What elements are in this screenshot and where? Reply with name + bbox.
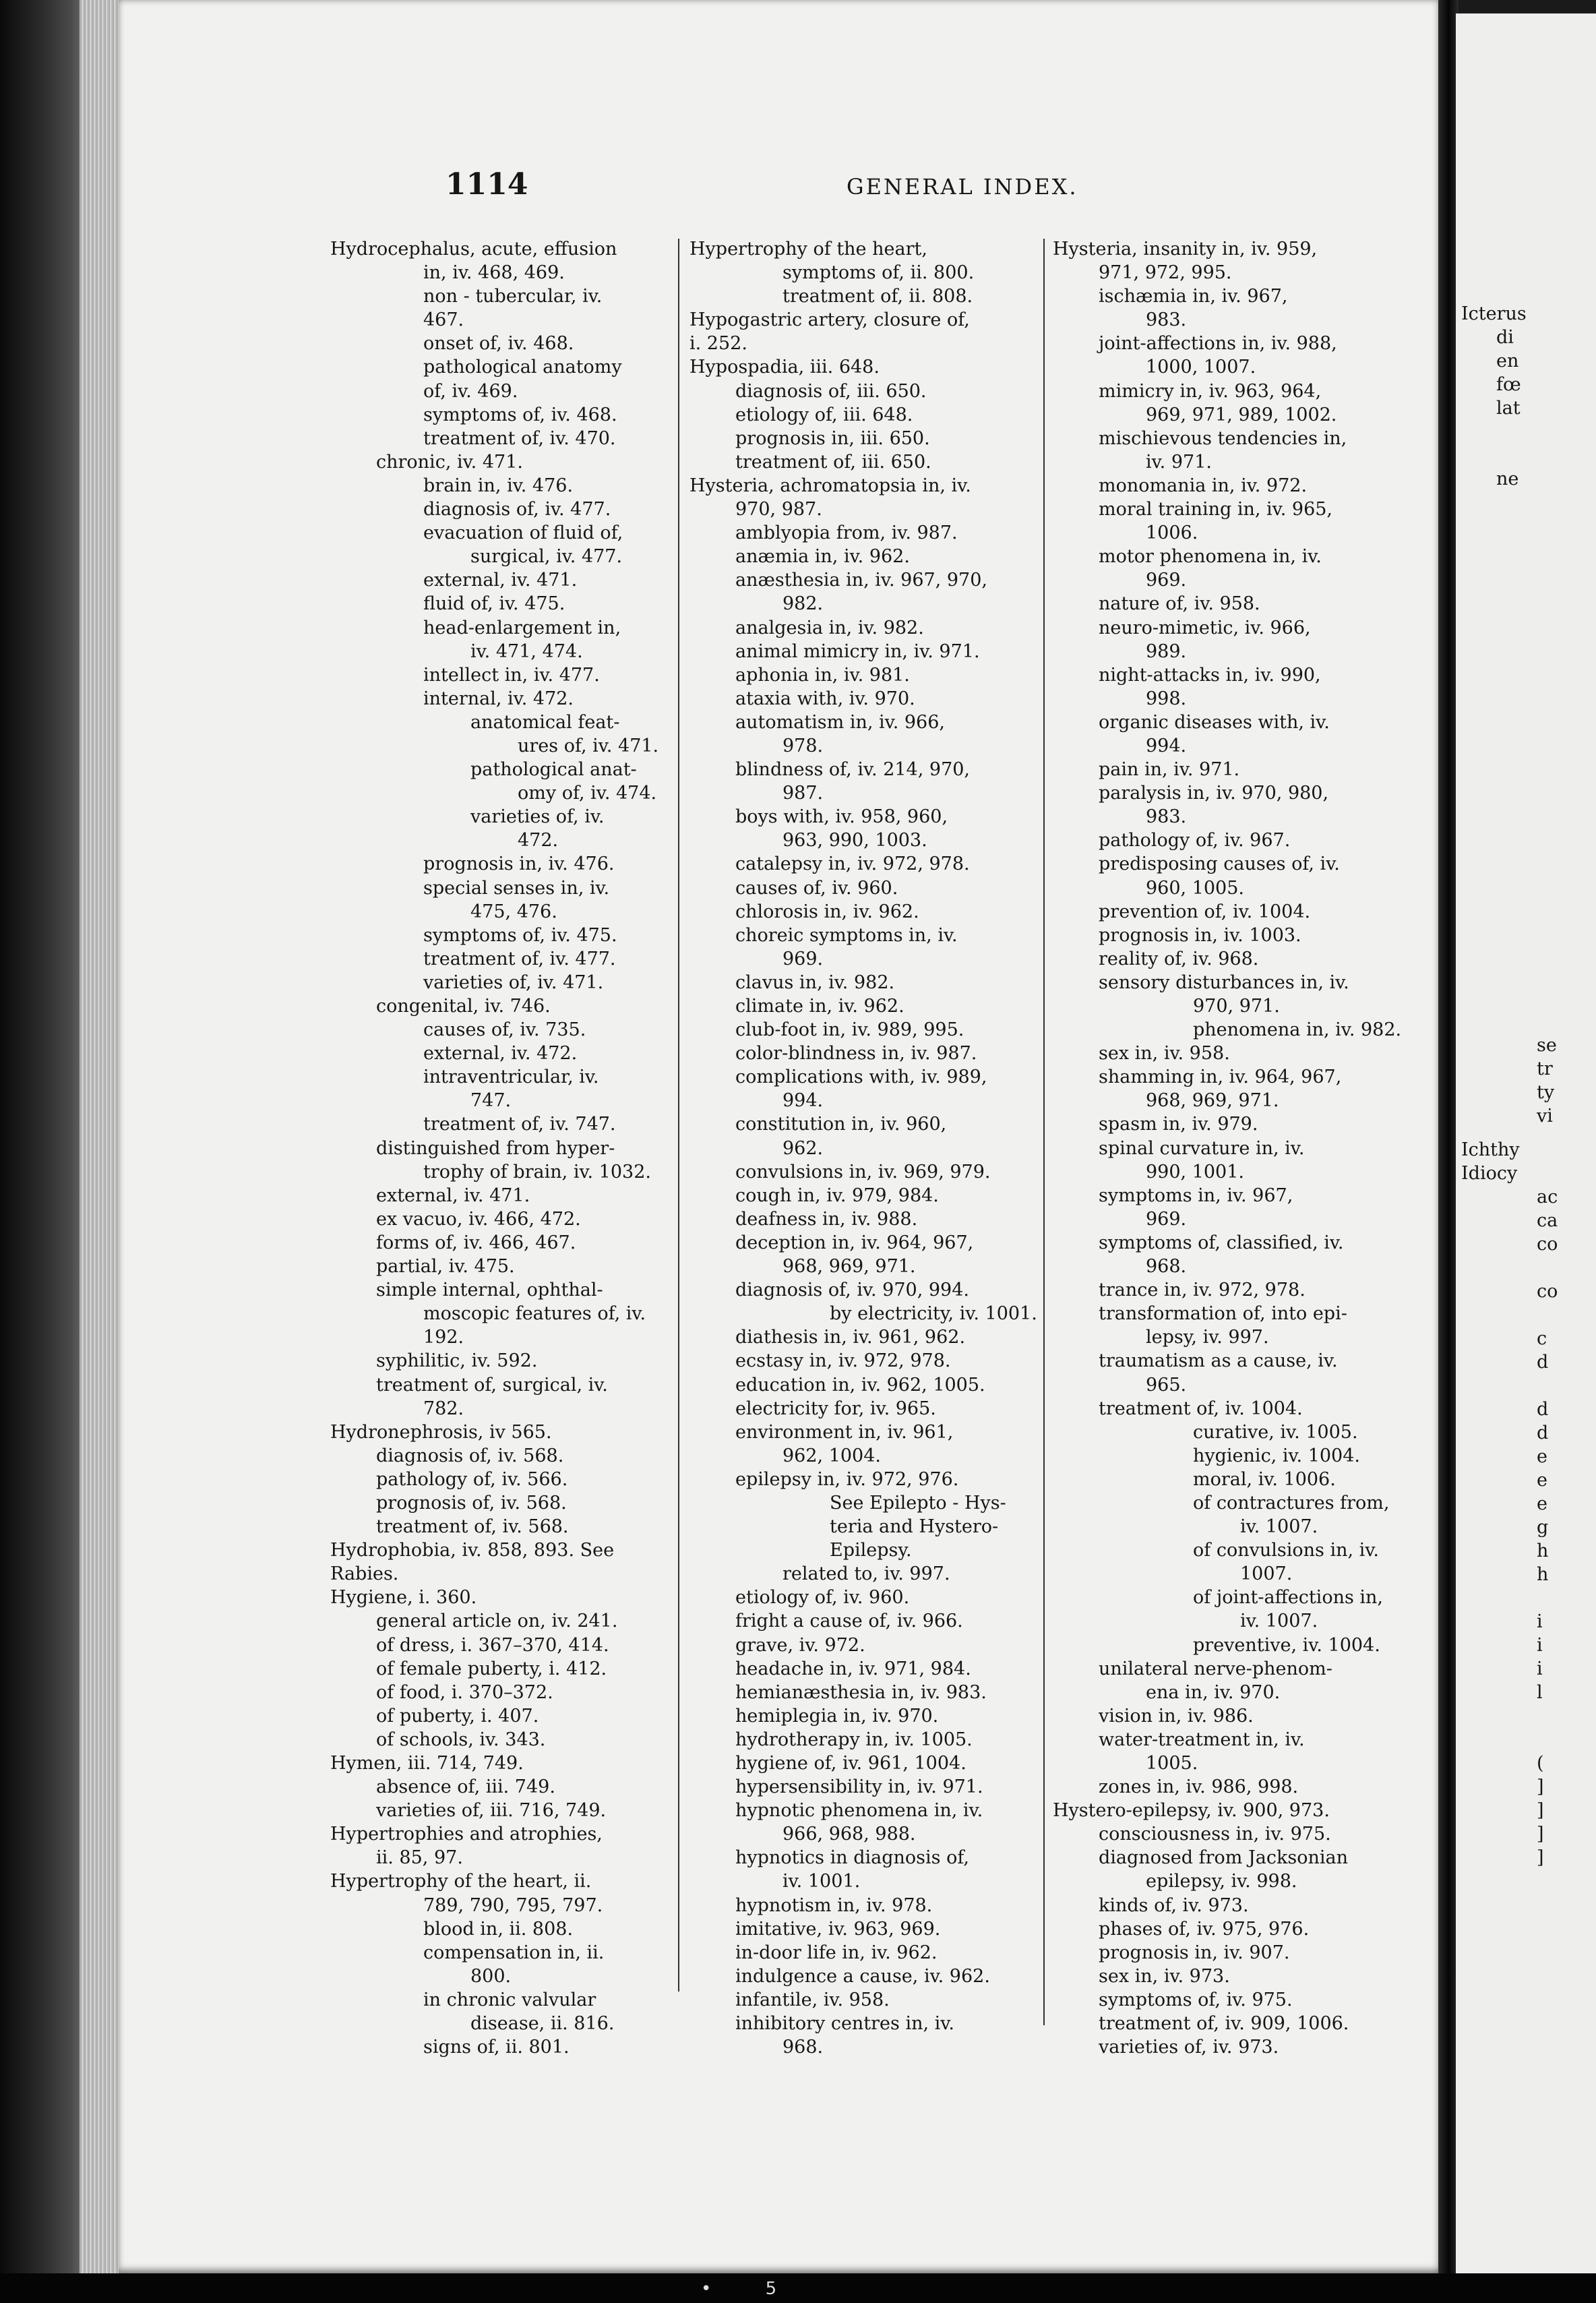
index-subentry: paralysis in, iv. 970, 980, <box>1099 783 1329 804</box>
index-subentry: 969. <box>1146 1208 1187 1230</box>
index-subentry: neuro-mimetic, iv. 966, <box>1099 617 1311 638</box>
index-heading-entry: Hypertrophy of the heart, ii. <box>330 1871 592 1892</box>
facing-page-text-fragment: d <box>1537 1399 1549 1420</box>
index-subentry: trophy of brain, iv. 1032. <box>423 1161 651 1183</box>
index-subentry: sensory disturbances in, iv. <box>1099 971 1349 993</box>
index-subentry: 968. <box>1146 1256 1187 1278</box>
facing-page-text-fragment: ca <box>1537 1210 1558 1231</box>
index-column-3 <box>1053 237 1410 2059</box>
index-subentry: animal mimicry in, iv. 971. <box>735 640 980 662</box>
facing-page-text-fragment: fœ <box>1496 374 1521 395</box>
index-subentry: 968. <box>782 2037 824 2058</box>
index-subentry: 968, 969, 971. <box>782 1256 916 1278</box>
facing-page-text-fragment: e <box>1537 1493 1547 1514</box>
index-subentry: automatism in, iv. 966, <box>735 711 945 733</box>
facing-page-text-fragment: i <box>1537 1611 1543 1632</box>
index-subentry: 1006. <box>1146 522 1198 544</box>
facing-page-text-fragment: h <box>1537 1541 1549 1561</box>
index-subentry: 994. <box>782 1090 824 1112</box>
index-subentry: night-attacks in, iv. 990, <box>1099 664 1321 686</box>
index-subentry: moscopic features of, iv. <box>423 1303 646 1325</box>
index-subentry: varieties of, iv. <box>470 806 605 828</box>
index-subentry: 1005. <box>1146 1753 1198 1774</box>
index-subentry: hemiplegia in, iv. 970. <box>735 1705 939 1727</box>
index-subentry: moral, iv. 1006. <box>1193 1468 1336 1490</box>
index-subentry: anæmia in, iv. 962. <box>735 546 910 568</box>
index-subentry: external, iv. 471. <box>423 570 578 591</box>
index-subentry: ii. 85, 97. <box>376 1847 463 1869</box>
facing-page-text-fragment: c <box>1537 1328 1547 1349</box>
index-subentry: treatment of, iii. 650. <box>735 451 931 473</box>
index-subentry: causes of, iv. 735. <box>423 1019 586 1041</box>
index-subentry: sex in, iv. 958. <box>1099 1043 1230 1065</box>
index-subentry: ex vacuo, iv. 466, 472. <box>376 1208 581 1230</box>
index-heading-entry: Hypertrophy of the heart, <box>689 239 927 260</box>
facing-page-text-fragment: Idiocy <box>1461 1163 1518 1184</box>
index-subentry: chlorosis in, iv. 962. <box>735 901 919 922</box>
index-subentry: hydrotherapy in, iv. 1005. <box>735 1729 973 1750</box>
index-subentry: 990, 1001. <box>1146 1161 1244 1183</box>
facing-page-text-fragment: se <box>1537 1035 1557 1056</box>
index-subentry: symptoms of, iv. 975. <box>1099 1989 1293 2010</box>
column-rule <box>1043 239 1045 2025</box>
index-subentry: special senses in, iv. <box>423 877 610 899</box>
index-subentry: See Epilepto - Hys- <box>830 1492 1006 1514</box>
index-subentry: joint-affections in, iv. 988, <box>1099 333 1337 355</box>
index-subentry: blindness of, iv. 214, 970, <box>735 759 971 781</box>
index-subentry: symptoms of, ii. 800. <box>782 262 975 284</box>
facing-page-text-fragment: vi <box>1537 1106 1553 1127</box>
index-subentry: diagnosed from Jacksonian <box>1099 1847 1349 1869</box>
facing-page-text-fragment: l <box>1537 1682 1543 1703</box>
index-subentry: general article on, iv. 241. <box>376 1611 618 1632</box>
index-subentry: head-enlargement in, <box>423 617 621 638</box>
index-subentry: 978. <box>782 735 824 756</box>
index-subentry: cough in, iv. 979, 984. <box>735 1185 939 1206</box>
index-subentry: iv. 971. <box>1146 451 1212 473</box>
index-subentry: epilepsy, iv. 998. <box>1146 1871 1297 1892</box>
index-subentry: in-door life in, iv. 962. <box>735 1942 938 1963</box>
facing-page-text-fragment: ] <box>1537 1847 1544 1868</box>
index-subentry: 969. <box>1146 570 1187 591</box>
index-heading-entry: Hypospadia, iii. 648. <box>689 357 880 378</box>
index-subentry: fluid of, iv. 475. <box>423 593 565 615</box>
index-subentry: etiology of, iii. 648. <box>735 404 913 425</box>
index-subentry: 800. <box>470 1965 512 1987</box>
facing-page-fragment <box>1456 13 1596 2303</box>
index-subentry: hygiene of, iv. 961, 1004. <box>735 1753 966 1774</box>
index-subentry: amblyopia from, iv. 987. <box>735 522 958 544</box>
index-subentry: indulgence a cause, iv. 962. <box>735 1965 990 1987</box>
scan-margin-marks: • 5 <box>701 2279 801 2299</box>
facing-page-text-fragment: ] <box>1537 1776 1544 1797</box>
index-subentry: onset of, iv. 468. <box>423 333 574 355</box>
index-subentry: deception in, iv. 964, 967, <box>735 1232 974 1253</box>
index-subentry: choreic symptoms in, iv. <box>735 924 958 946</box>
index-subentry: trance in, iv. 972, 978. <box>1099 1280 1306 1301</box>
index-subentry: boys with, iv. 958, 960, <box>735 806 948 828</box>
index-subentry: varieties of, iii. 716, 749. <box>376 1800 607 1822</box>
index-subentry: diagnosis of, iv. 970, 994. <box>735 1280 969 1301</box>
facing-page-text-fragment: co <box>1537 1281 1558 1302</box>
index-subentry: 989. <box>1146 640 1187 662</box>
index-subentry: of puberty, i. 407. <box>376 1705 539 1727</box>
index-subentry: anæsthesia in, iv. 967, 970, <box>735 570 987 591</box>
index-subentry: hypnotics in diagnosis of, <box>735 1847 969 1869</box>
index-subentry: 966, 968, 988. <box>782 1824 916 1845</box>
index-subentry: 968, 969, 971. <box>1146 1090 1279 1112</box>
index-subentry: 998. <box>1146 688 1187 709</box>
index-subentry: signs of, ii. 801. <box>423 2037 570 2058</box>
index-subentry: in chronic valvular <box>423 1989 596 2010</box>
index-subentry: unilateral nerve-phenom- <box>1099 1658 1332 1679</box>
index-subentry: congenital, iv. 746. <box>376 996 551 1017</box>
index-heading-entry: Hygiene, i. 360. <box>330 1587 477 1609</box>
index-subentry: syphilitic, iv. 592. <box>376 1350 538 1372</box>
index-subentry: 983. <box>1146 806 1187 828</box>
facing-page-text-fragment: tr <box>1537 1058 1553 1079</box>
facing-page-text-fragment: co <box>1537 1234 1558 1255</box>
index-subentry: ecstasy in, iv. 972, 978. <box>735 1350 951 1372</box>
index-subentry: spinal curvature in, iv. <box>1099 1137 1305 1159</box>
index-subentry: treatment of, ii. 808. <box>782 286 973 307</box>
facing-page-text-fragment: ty <box>1537 1082 1555 1103</box>
index-heading-entry: i. 252. <box>689 333 747 355</box>
index-subentry: treatment of, iv. 1004. <box>1099 1398 1303 1419</box>
index-subentry: of convulsions in, iv. <box>1193 1540 1379 1561</box>
index-subentry: simple internal, ophthal- <box>376 1280 603 1301</box>
index-subentry: monomania in, iv. 972. <box>1099 475 1308 496</box>
index-subentry: teria and Hystero- <box>830 1516 999 1538</box>
index-subentry: imitative, iv. 963, 969. <box>735 1918 941 1940</box>
index-subentry: internal, iv. 472. <box>423 688 574 709</box>
index-subentry: kinds of, iv. 973. <box>1099 1894 1249 1916</box>
index-subentry: etiology of, iv. 960. <box>735 1587 910 1609</box>
index-subentry: 962. <box>782 1137 824 1159</box>
index-column-1 <box>330 237 687 2059</box>
index-subentry: intellect in, iv. 477. <box>423 664 600 686</box>
index-subentry: traumatism as a cause, iv. <box>1099 1350 1338 1372</box>
index-subentry: pathological anat- <box>470 759 637 781</box>
facing-page-text-fragment: Ichthy <box>1461 1139 1520 1160</box>
index-subentry: infantile, iv. 958. <box>735 1989 890 2010</box>
index-subentry: sex in, iv. 973. <box>1099 1965 1230 1987</box>
index-subentry: treatment of, iv. 909, 1006. <box>1099 2013 1349 2035</box>
index-heading-entry: Hystero-epilepsy, iv. 900, 973. <box>1053 1800 1330 1822</box>
index-subentry: prevention of, iv. 1004. <box>1099 901 1311 922</box>
index-subentry: surgical, iv. 477. <box>470 546 623 568</box>
index-subentry: absence of, iii. 749. <box>376 1776 555 1798</box>
index-subentry: 994. <box>1146 735 1187 756</box>
index-subentry: partial, iv. 475. <box>376 1256 515 1278</box>
facing-page-text-fragment: ] <box>1537 1824 1544 1845</box>
index-subentry: 472. <box>518 830 559 851</box>
index-subentry: preventive, iv. 1004. <box>1193 1634 1380 1656</box>
index-subentry: prognosis in, iv. 476. <box>423 854 615 875</box>
index-heading-entry: Hysteria, insanity in, iv. 959, <box>1053 239 1318 260</box>
index-subentry: diagnosis of, iii. 650. <box>735 380 927 402</box>
index-subentry: 965. <box>1146 1374 1187 1396</box>
index-subentry: predisposing causes of, iv. <box>1099 854 1340 875</box>
index-column-2 <box>689 237 1047 2059</box>
index-subentry: 1007. <box>1240 1563 1293 1585</box>
index-subentry: 983. <box>1146 309 1187 331</box>
index-subentry: of female puberty, i. 412. <box>376 1658 607 1679</box>
index-subentry: 1000, 1007. <box>1146 357 1256 378</box>
index-subentry: 782. <box>423 1398 464 1419</box>
index-subentry: of joint-affections in, <box>1193 1587 1384 1609</box>
index-subentry: 789, 790, 795, 797. <box>423 1894 603 1916</box>
index-subentry: inhibitory centres in, iv. <box>735 2013 954 2035</box>
index-subentry: 971, 972, 995. <box>1099 262 1232 284</box>
index-subentry: 982. <box>782 593 824 615</box>
index-subentry: by electricity, iv. 1001. <box>830 1303 1037 1325</box>
index-subentry: disease, ii. 816. <box>470 2013 615 2035</box>
index-subentry: treatment of, iv. 470. <box>423 427 616 449</box>
index-subentry: external, iv. 471. <box>376 1185 530 1206</box>
index-subentry: 962, 1004. <box>782 1445 881 1466</box>
index-subentry: blood in, ii. 808. <box>423 1918 574 1940</box>
index-subentry: of dress, i. 367–370, 414. <box>376 1634 609 1656</box>
index-subentry: 987. <box>782 783 824 804</box>
index-subentry: brain in, iv. 476. <box>423 475 574 496</box>
facing-page-text-fragment: ] <box>1537 1800 1544 1821</box>
index-subentry: 969, 971, 989, 1002. <box>1146 404 1337 425</box>
facing-page-text-fragment: e <box>1537 1446 1547 1467</box>
index-subentry: curative, iv. 1005. <box>1193 1421 1358 1443</box>
index-subentry: treatment of, iv. 568. <box>376 1516 569 1538</box>
index-heading-entry: Hysteria, achromatopsia in, iv. <box>689 475 971 496</box>
index-subentry: phases of, iv. 975, 976. <box>1099 1918 1310 1940</box>
index-subentry: mischievous tendencies in, <box>1099 427 1347 449</box>
index-subentry: pathology of, iv. 967. <box>1099 830 1291 851</box>
index-subentry: electricity for, iv. 965. <box>735 1398 936 1419</box>
index-subentry: 475, 476. <box>470 901 557 922</box>
index-subentry: pain in, iv. 971. <box>1099 759 1240 781</box>
index-subentry: external, iv. 472. <box>423 1043 578 1065</box>
facing-page-text-fragment: Icterus <box>1461 303 1527 324</box>
index-subentry: shamming in, iv. 964, 967, <box>1099 1067 1342 1088</box>
index-subentry: 970, 971. <box>1193 996 1280 1017</box>
index-subentry: education in, iv. 962, 1005. <box>735 1374 985 1396</box>
index-subentry: consciousness in, iv. 975. <box>1099 1824 1331 1845</box>
index-subentry: ena in, iv. 970. <box>1146 1681 1281 1703</box>
index-subentry: symptoms in, iv. 967, <box>1099 1185 1293 1206</box>
index-subentry: color-blindness in, iv. 987. <box>735 1043 977 1065</box>
facing-page-text-fragment: e <box>1537 1470 1547 1491</box>
index-subentry: treatment of, surgical, iv. <box>376 1374 608 1396</box>
page-number: 1114 <box>446 167 528 202</box>
index-subentry: 963, 990, 1003. <box>782 830 927 851</box>
index-subentry: prognosis in, iii. 650. <box>735 427 930 449</box>
index-subentry: diathesis in, iv. 961, 962. <box>735 1327 966 1348</box>
index-subentry: compensation in, ii. <box>423 1942 605 1963</box>
facing-page-text-fragment: en <box>1496 351 1519 371</box>
index-subentry: complications with, iv. 989, <box>735 1067 987 1088</box>
index-heading-entry: Hypertrophies and atrophies, <box>330 1824 603 1845</box>
index-subentry: varieties of, iv. 973. <box>1099 2037 1279 2058</box>
index-subentry: fright a cause of, iv. 966. <box>735 1611 963 1632</box>
index-subentry: non - tubercular, iv. <box>423 286 603 307</box>
index-subentry: 192. <box>423 1327 464 1348</box>
index-subentry: prognosis in, iv. 907. <box>1099 1942 1290 1963</box>
index-subentry: pathological anatomy <box>423 357 622 378</box>
index-subentry: iv. 1007. <box>1240 1516 1318 1538</box>
index-subentry: symptoms of, iv. 475. <box>423 924 617 946</box>
index-subentry: phenomena in, iv. 982. <box>1193 1019 1402 1041</box>
index-subentry: ischæmia in, iv. 967, <box>1099 286 1288 307</box>
facing-page-text-fragment: g <box>1537 1517 1549 1538</box>
index-subentry: climate in, iv. 962. <box>735 996 904 1017</box>
facing-page-text-fragment: h <box>1537 1564 1549 1585</box>
index-subentry: 467. <box>423 309 464 331</box>
index-subentry: hypnotic phenomena in, iv. <box>735 1800 983 1822</box>
index-heading-entry: Hydrocephalus, acute, effusion <box>330 239 617 260</box>
index-subentry: convulsions in, iv. 969, 979. <box>735 1161 991 1183</box>
index-subentry: Epilepsy. <box>830 1540 912 1561</box>
facing-page-text-fragment: d <box>1537 1423 1549 1443</box>
index-subentry: forms of, iv. 466, 467. <box>376 1232 576 1253</box>
index-subentry: analgesia in, iv. 982. <box>735 617 924 638</box>
index-subentry: lepsy, iv. 997. <box>1146 1327 1269 1348</box>
column-rule <box>678 239 679 1992</box>
index-subentry: mimicry in, iv. 963, 964, <box>1099 380 1322 402</box>
index-subentry: chronic, iv. 471. <box>376 451 523 473</box>
index-subentry: 969. <box>782 948 824 969</box>
facing-page-text-fragment: ne <box>1496 469 1519 489</box>
index-subentry: prognosis of, iv. 568. <box>376 1492 567 1514</box>
facing-page-text-fragment: ac <box>1537 1187 1558 1207</box>
index-subentry: prognosis in, iv. 1003. <box>1099 924 1301 946</box>
index-subentry: motor phenomena in, iv. <box>1099 546 1322 568</box>
index-subentry: reality of, iv. 968. <box>1099 948 1259 969</box>
index-subentry: related to, iv. 997. <box>782 1563 950 1585</box>
index-subentry: water-treatment in, iv. <box>1099 1729 1305 1750</box>
running-head: GENERAL INDEX. <box>847 174 1078 200</box>
index-heading-entry: Rabies. <box>330 1563 399 1585</box>
index-subentry: of, iv. 469. <box>423 380 518 402</box>
index-heading-entry: Hypogastric artery, closure of, <box>689 309 970 331</box>
index-subentry: club-foot in, iv. 989, 995. <box>735 1019 964 1041</box>
index-subentry: clavus in, iv. 982. <box>735 971 895 993</box>
facing-page-text-fragment: i <box>1537 1658 1543 1679</box>
index-subentry: evacuation of fluid of, <box>423 522 623 544</box>
index-subentry: iv. 471, 474. <box>470 640 583 662</box>
index-subentry: vision in, iv. 986. <box>1099 1705 1254 1727</box>
index-subentry: nature of, iv. 958. <box>1099 593 1260 615</box>
index-subentry: ures of, iv. 471. <box>518 735 659 756</box>
index-subentry: treatment of, iv. 477. <box>423 948 616 969</box>
index-subentry: hypnotism in, iv. 978. <box>735 1894 933 1916</box>
index-heading-entry: Hydronephrosis, iv 565. <box>330 1421 552 1443</box>
index-subentry: diagnosis of, iv. 477. <box>423 499 611 520</box>
index-subentry: deafness in, iv. 988. <box>735 1208 918 1230</box>
index-subentry: of food, i. 370–372. <box>376 1681 553 1703</box>
index-subentry: symptoms of, iv. 468. <box>423 404 617 425</box>
index-subentry: anatomical feat- <box>470 711 620 733</box>
index-subentry: ataxia with, iv. 970. <box>735 688 915 709</box>
index-subentry: zones in, iv. 986, 998. <box>1099 1776 1299 1798</box>
index-subentry: hygienic, iv. 1004. <box>1193 1445 1360 1466</box>
index-subentry: omy of, iv. 474. <box>518 783 657 804</box>
index-subentry: moral training in, iv. 965, <box>1099 499 1333 520</box>
index-subentry: environment in, iv. 961, <box>735 1421 954 1443</box>
facing-page-text-fragment: i <box>1537 1635 1543 1656</box>
index-subentry: constitution in, iv. 960, <box>735 1114 947 1135</box>
index-subentry: epilepsy in, iv. 972, 976. <box>735 1468 959 1490</box>
index-subentry: 960, 1005. <box>1146 877 1244 899</box>
facing-page-text-fragment: ( <box>1537 1753 1544 1774</box>
index-subentry: grave, iv. 972. <box>735 1634 865 1656</box>
index-subentry: varieties of, iv. 471. <box>423 971 604 993</box>
facing-page-text-fragment: di <box>1496 327 1514 348</box>
index-subentry: aphonia in, iv. 981. <box>735 664 910 686</box>
facing-page-text-fragment: d <box>1537 1352 1549 1373</box>
index-subentry: intraventricular, iv. <box>423 1067 599 1088</box>
index-subentry: headache in, iv. 971, 984. <box>735 1658 971 1679</box>
index-subentry: diagnosis of, iv. 568. <box>376 1445 564 1466</box>
facing-page-text-fragment: lat <box>1496 398 1521 419</box>
index-subentry: iv. 1007. <box>1240 1611 1318 1632</box>
index-subentry: treatment of, iv. 747. <box>423 1114 616 1135</box>
index-subentry: hemianæsthesia in, iv. 983. <box>735 1681 987 1703</box>
page-edges <box>80 0 119 2303</box>
index-subentry: of contractures from, <box>1193 1492 1390 1514</box>
index-subentry: 970, 987. <box>735 499 822 520</box>
index-subentry: iv. 1001. <box>782 1871 861 1892</box>
index-subentry: pathology of, iv. 566. <box>376 1468 568 1490</box>
index-subentry: hypersensibility in, iv. 971. <box>735 1776 983 1798</box>
index-subentry: in, iv. 468, 469. <box>423 262 565 284</box>
index-subentry: causes of, iv. 960. <box>735 877 898 899</box>
index-heading-entry: Hydrophobia, iv. 858, 893. See <box>330 1540 615 1561</box>
index-subentry: catalepsy in, iv. 972, 978. <box>735 854 970 875</box>
index-heading-entry: Hymen, iii. 714, 749. <box>330 1753 524 1774</box>
index-subentry: organic diseases with, iv. <box>1099 711 1330 733</box>
index-subentry: spasm in, iv. 979. <box>1099 1114 1258 1135</box>
index-subentry: of schools, iv. 343. <box>376 1729 546 1750</box>
index-subentry: distinguished from hyper- <box>376 1137 615 1159</box>
index-subentry: symptoms of, classified, iv. <box>1099 1232 1344 1253</box>
index-subentry: transformation of, into epi- <box>1099 1303 1347 1325</box>
index-subentry: 747. <box>470 1090 512 1112</box>
